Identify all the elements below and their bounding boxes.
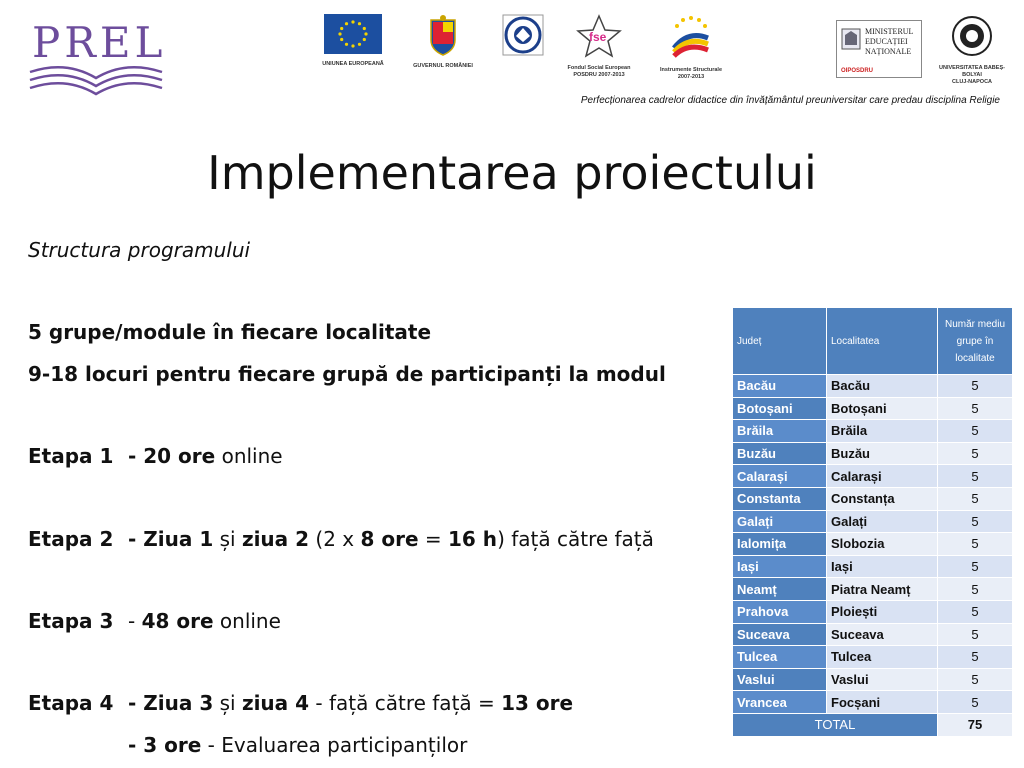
instrumente-logo bbox=[656, 14, 726, 81]
ministerul-line-3: NAȚIONALE bbox=[865, 47, 912, 56]
cell-grupe: 5 bbox=[938, 668, 1013, 691]
eu-flag-icon bbox=[324, 14, 382, 54]
etapa1-line bbox=[28, 444, 283, 468]
cell-localitate: Galați bbox=[827, 510, 938, 533]
evaluare-hours: - 3 ore bbox=[128, 733, 202, 757]
cell-localitate: Botoșani bbox=[827, 397, 938, 420]
gov-logo bbox=[412, 14, 474, 70]
cell-judet: Prahova bbox=[733, 600, 827, 623]
header-numar-grupe: Număr mediu grupe în localitate bbox=[938, 308, 1013, 375]
svg-text:fse: fse bbox=[589, 30, 607, 44]
project-subtitle: Perfecționarea cadrelor didactice din învățământul preuniversitar care predau disciplina Religie bbox=[580, 95, 1000, 106]
table-row bbox=[733, 600, 1013, 623]
etapa2-and: și bbox=[213, 527, 242, 551]
cell-judet: Constanta bbox=[733, 487, 827, 510]
etapa3-line bbox=[28, 609, 281, 633]
table-row bbox=[733, 555, 1013, 578]
cell-localitate: Ploiești bbox=[827, 600, 938, 623]
table-row bbox=[733, 668, 1013, 691]
header-judet: Județ bbox=[733, 308, 827, 375]
fse-star-icon bbox=[576, 14, 622, 58]
table-header-row bbox=[733, 308, 1013, 375]
etapa1-duration: - 20 ore bbox=[128, 444, 216, 468]
structura-heading: Structura programului bbox=[28, 238, 251, 262]
etapa3-dash: - bbox=[128, 609, 142, 633]
cell-grupe: 5 bbox=[938, 533, 1013, 556]
locuri-line bbox=[28, 362, 666, 386]
coat-of-arms-icon bbox=[427, 14, 459, 56]
etapa2-total: 16 h bbox=[448, 527, 498, 551]
etapa4-and: și bbox=[213, 691, 242, 715]
cell-grupe: 5 bbox=[938, 623, 1013, 646]
etapa1-mode: online bbox=[215, 444, 283, 468]
cell-localitate: Calarași bbox=[827, 465, 938, 488]
etapa2-text-a: (2 x bbox=[309, 527, 361, 551]
cell-localitate: Buzău bbox=[827, 442, 938, 465]
etapa2-hours: 8 ore bbox=[360, 527, 419, 551]
cell-grupe: 5 bbox=[938, 646, 1013, 669]
table-row bbox=[733, 533, 1013, 556]
prel-logo-text: PREL bbox=[32, 18, 167, 67]
locuri-text: 9-18 locuri pentru fiecare grupă de participanți la modul bbox=[28, 362, 666, 386]
cell-judet: Suceava bbox=[733, 623, 827, 646]
grupe-text: 5 grupe/module în fiecare localitate bbox=[28, 320, 432, 344]
cell-grupe: 5 bbox=[938, 420, 1013, 443]
cell-localitate: Piatra Neamț bbox=[827, 578, 938, 601]
table-row bbox=[733, 510, 1013, 533]
cell-judet: Buzău bbox=[733, 442, 827, 465]
eu-caption: UNIUNEA EUROPEANĂ bbox=[322, 61, 384, 67]
cell-grupe: 5 bbox=[938, 442, 1013, 465]
cell-localitate: Tulcea bbox=[827, 646, 938, 669]
open-book-icon bbox=[26, 62, 166, 98]
ubb-logo bbox=[930, 14, 1014, 86]
total-label: TOTAL bbox=[733, 713, 938, 736]
eu-logo bbox=[322, 14, 384, 68]
cell-judet: Calarași bbox=[733, 465, 827, 488]
table-row bbox=[733, 375, 1013, 398]
etapa3-duration: 48 ore bbox=[141, 609, 214, 633]
etapa2-day2: ziua 2 bbox=[241, 527, 310, 551]
cell-localitate: Suceava bbox=[827, 623, 938, 646]
cell-judet: Tulcea bbox=[733, 646, 827, 669]
cell-grupe: 5 bbox=[938, 397, 1013, 420]
cell-localitate: Slobozia bbox=[827, 533, 938, 556]
table-row bbox=[733, 487, 1013, 510]
cell-localitate: Focșani bbox=[827, 691, 938, 714]
etapa4-line bbox=[28, 691, 573, 715]
etapa4-day3: - Ziua 3 bbox=[128, 691, 214, 715]
etapa2-mode: ) față către față bbox=[497, 527, 654, 551]
cell-localitate: Constanța bbox=[827, 487, 938, 510]
etapa2-label: Etapa 2 bbox=[28, 527, 114, 551]
evaluare-text: - Evaluarea participanților bbox=[201, 733, 468, 757]
fse-caption: Fondul Social European POSDRU 2007-2013 bbox=[567, 65, 631, 78]
instrumente-caption: Instrumente Structurale 2007-2013 bbox=[659, 67, 723, 80]
etapa2-line bbox=[28, 527, 654, 551]
table-row bbox=[733, 623, 1013, 646]
table-row bbox=[733, 691, 1013, 714]
cell-grupe: 5 bbox=[938, 375, 1013, 398]
header-localitatea: Localitatea bbox=[827, 308, 938, 375]
ministerul-crest-icon bbox=[840, 27, 862, 53]
total-value: 75 bbox=[938, 713, 1013, 736]
seal-icon bbox=[502, 14, 544, 56]
ubb-seal-icon bbox=[951, 14, 993, 58]
cell-judet: Galați bbox=[733, 510, 827, 533]
fse-logo bbox=[566, 14, 632, 79]
table-row bbox=[733, 646, 1013, 669]
table-row bbox=[733, 420, 1013, 443]
etapa2-day1: - Ziua 1 bbox=[128, 527, 214, 551]
cell-judet: Iași bbox=[733, 555, 827, 578]
cell-judet: Ialomița bbox=[733, 533, 827, 556]
prel-logo bbox=[22, 18, 172, 94]
etapa4-day4: ziua 4 bbox=[241, 691, 310, 715]
evaluare-line bbox=[128, 733, 467, 757]
cell-judet: Botoșani bbox=[733, 397, 827, 420]
etapa2-equals: = bbox=[418, 527, 449, 551]
localitati-table bbox=[732, 307, 1013, 737]
table-total-row bbox=[733, 713, 1013, 736]
cell-localitate: Iași bbox=[827, 555, 938, 578]
cell-grupe: 5 bbox=[938, 691, 1013, 714]
cell-grupe: 5 bbox=[938, 465, 1013, 488]
instrumente-icon bbox=[668, 14, 714, 60]
etapa1-label: Etapa 1 bbox=[28, 444, 114, 468]
cell-judet: Neamț bbox=[733, 578, 827, 601]
cell-judet: Bacău bbox=[733, 375, 827, 398]
cell-localitate: Brăila bbox=[827, 420, 938, 443]
ubb-caption: UNIVERSITATEA BABEȘ-BOLYAI CLUJ-NAPOCA bbox=[939, 65, 1005, 85]
cell-localitate: Vaslui bbox=[827, 668, 938, 691]
cell-judet: Vaslui bbox=[733, 668, 827, 691]
gov-caption: GUVERNUL ROMÂNIEI bbox=[413, 63, 473, 69]
table-row bbox=[733, 578, 1013, 601]
table-row bbox=[733, 397, 1013, 420]
etapa4-label: Etapa 4 bbox=[28, 691, 114, 715]
cell-grupe: 5 bbox=[938, 510, 1013, 533]
cell-grupe: 5 bbox=[938, 600, 1013, 623]
cell-grupe: 5 bbox=[938, 578, 1013, 601]
etapa4-hours: 13 ore bbox=[501, 691, 574, 715]
etapa3-label: Etapa 3 bbox=[28, 609, 114, 633]
cell-localitate: Bacău bbox=[827, 375, 938, 398]
oiposdru-label: OIPOSDRU bbox=[841, 68, 874, 74]
cell-judet: Vrancea bbox=[733, 691, 827, 714]
ministerul-line-2: EDUCAȚIEI bbox=[865, 37, 908, 46]
cell-grupe: 5 bbox=[938, 487, 1013, 510]
page-title: Implementarea proiectului bbox=[207, 146, 817, 200]
ministerul-line-1: MINISTERUL bbox=[865, 27, 914, 36]
table-row bbox=[733, 442, 1013, 465]
etapa3-mode: online bbox=[213, 609, 281, 633]
ministry-seal-logo bbox=[500, 14, 546, 60]
cell-judet: Brăila bbox=[733, 420, 827, 443]
etapa4-mode: - față către față = bbox=[309, 691, 502, 715]
ministerul-logo bbox=[836, 20, 922, 78]
grupe-line bbox=[28, 320, 431, 344]
cell-grupe: 5 bbox=[938, 555, 1013, 578]
table-row bbox=[733, 465, 1013, 488]
